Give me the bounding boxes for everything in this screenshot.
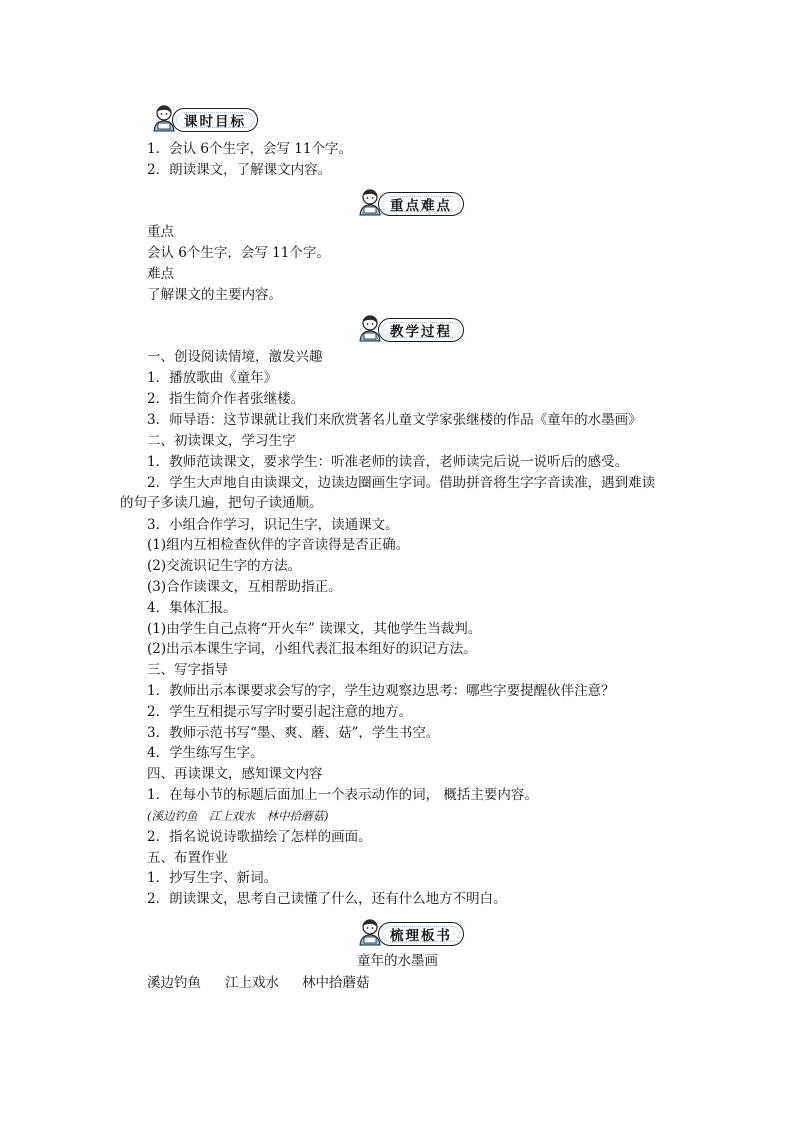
- process-line: 3．小组合作学习，识记生字，读通课文。: [147, 517, 399, 533]
- process-line: 4．集体汇报。: [147, 600, 237, 616]
- focus-label: 重点: [147, 224, 174, 240]
- process-line: 四、再读课文，感知课文内容: [147, 766, 323, 782]
- process-line: 2．朗读课文，思考自己读懂了什么，还有什么地方不明白。: [147, 891, 507, 907]
- objective-line: 2．朗读课文，了解课文内容。: [147, 162, 332, 178]
- process-line: (1)由学生自己点将“开火车” 读课文，其他学生当裁判。: [147, 621, 482, 637]
- focus-text: 会认 6个生字，会写 11个字。: [147, 245, 330, 261]
- process-line: 2．指名说说诗歌描绘了怎样的画面。: [147, 829, 372, 845]
- process-line: 2．指生简介作者张继楼。: [147, 391, 305, 407]
- heading-objectives: 课时目标: [184, 114, 246, 130]
- section-badge-board: [356, 918, 466, 944]
- process-line: 3．教师示范书写“墨、爽、蘑、菇”，学生书空。: [147, 725, 440, 741]
- process-line: (溪边钓鱼 江上戏水 林中拾蘑菇): [147, 809, 329, 823]
- section-badge-key-points: [356, 188, 466, 214]
- board-item: 林中拾蘑菇: [302, 975, 370, 991]
- process-line: 1．在每小节的标题后面加上一个表示动作的词， 概括主要内容。: [147, 787, 538, 803]
- heading-process: 教学过程: [390, 324, 452, 340]
- process-line: 一、创设阅读情境，激发兴趣: [147, 349, 323, 365]
- process-line: (2)交流识记生字的方法。: [147, 558, 302, 574]
- process-line: 1．教师范读课文，要求学生：听准老师的读音，老师读完后说一说听后的感受。: [147, 454, 629, 470]
- section-badge-process: [356, 314, 466, 340]
- process-line: (1)组内互相检查伙伴的字音读得是否正确。: [147, 537, 410, 553]
- process-line: 2．学生大声地自由读课文，边读边圈画生字词。借助拼音将生字字音读准，遇到难读: [147, 475, 656, 491]
- board-item: 溪边钓鱼: [147, 975, 201, 991]
- board-item: 江上戏水: [225, 975, 279, 991]
- heading-board: 梳理板书: [390, 928, 452, 944]
- difficulty-label: 难点: [147, 266, 174, 282]
- process-line: 1．播放歌曲《童年》: [147, 370, 278, 386]
- board-title: 童年的水墨画: [357, 953, 438, 969]
- objective-line: 1．会认 6个生字，会写 11个字。: [147, 141, 352, 157]
- process-line: 的句子多读几遍，把句子读通顺。: [120, 495, 323, 511]
- process-line: (3)合作读课文，互相帮助指正。: [147, 579, 342, 595]
- process-line: 1．抄写生字、新词。: [147, 870, 278, 886]
- difficulty-text: 了解课文的主要内容。: [147, 287, 282, 303]
- heading-key-points: 重点难点: [390, 198, 452, 214]
- process-line: 二、初读课文，学习生字: [147, 433, 296, 449]
- process-line: 五、布置作业: [147, 850, 228, 866]
- section-badge-objectives: [150, 104, 260, 130]
- process-line: 2．学生互相提示写字时要引起注意的地方。: [147, 704, 413, 720]
- process-line: 三、写字指导: [147, 662, 228, 678]
- process-line: 4．学生练写生字。: [147, 745, 264, 761]
- process-line: 1．教师出示本课要求会写的字，学生边观察边思考：哪些字要提醒伙伴注意？: [147, 683, 615, 699]
- process-line: (2)出示本课生字词，小组代表汇报本组好的识记方法。: [147, 641, 477, 657]
- process-line: 3．师导语：这节课就让我们来欣赏著名儿童文学家张继楼的作品《童年的水墨画》: [147, 412, 642, 428]
